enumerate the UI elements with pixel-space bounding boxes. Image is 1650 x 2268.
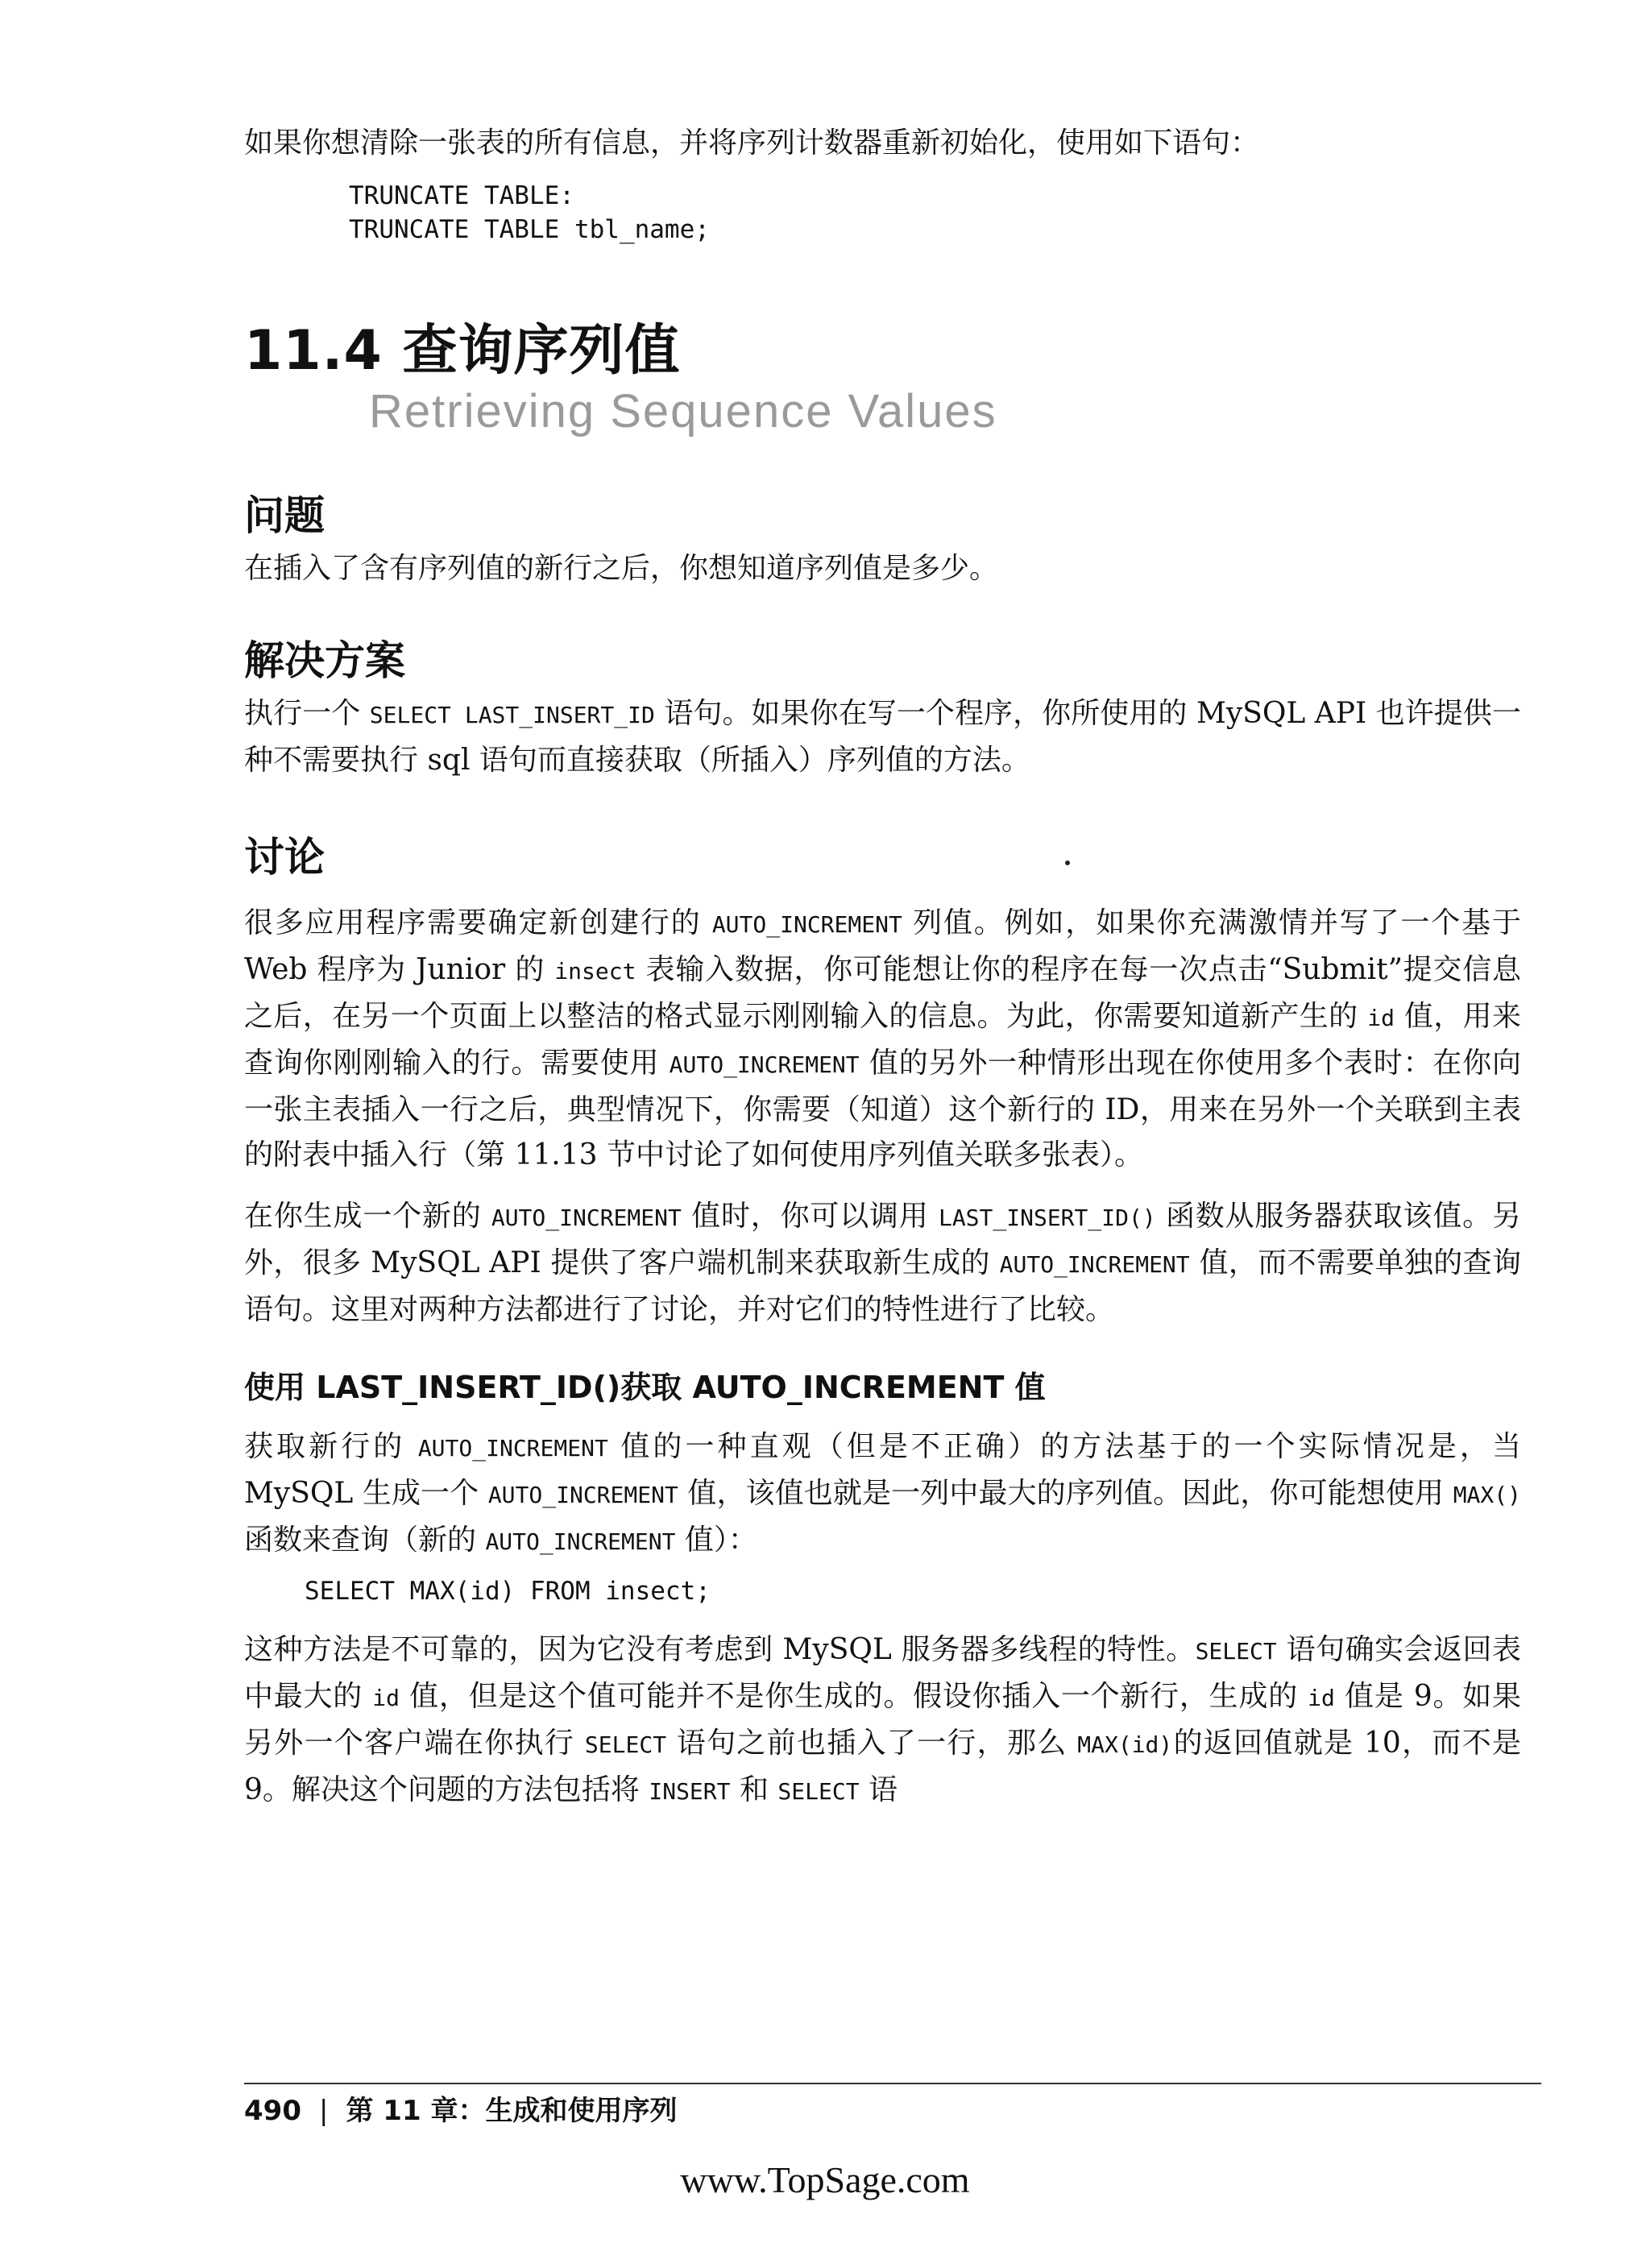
inline-code: AUTO_INCREMENT xyxy=(711,911,902,938)
inline-code: MAX() xyxy=(1453,1482,1521,1508)
solution-section xyxy=(244,635,1521,783)
section-title: 11.4 查询序列值 xyxy=(244,319,681,383)
subsection-paragraph-2: 这种方法是不可靠的，因为它没有考虑到 MySQL 服务器多线程的特性。SELECT 语句确实会返回表中最大的 id 值，但是这个值可能并不是你生成的。假设你插入一个新行，生成的 id 值是 9。如果另外一个客户端在你执行 SELECT 语句之前也插入了一行，那么 MAX(id)的返回值就是 10，而不是 9。解决这个问题的方法包括将 INSERT 和 SELECT 语 xyxy=(244,1633,1521,1806)
section-heading xyxy=(244,319,1521,440)
inline-code: id xyxy=(1367,1005,1395,1031)
truncate-code-block xyxy=(244,179,1521,247)
inline-code: AUTO_INCREMENT xyxy=(669,1051,860,1078)
problem-section xyxy=(244,490,1521,591)
inline-code: id xyxy=(372,1685,400,1711)
inline-code: SELECT xyxy=(584,1731,667,1758)
inline-code: AUTO_INCREMENT xyxy=(417,1435,608,1462)
page-content xyxy=(244,121,1521,1814)
inline-code: insect xyxy=(554,958,636,985)
page-footer xyxy=(244,2093,677,2129)
discussion-paragraph-1: 很多应用程序需要确定新创建行的 AUTO_INCREMENT 列值。例如，如果你充满激情并写了一个基于 Web 程序为 Junior 的 insect 表输入数据，你可能想让你的程序在每一次点击“Submit”提交信息之后，在另一个页面上以整洁的格式显示刚刚输入的信息。为此，你需要知道新产生的 id 值，用来查询你刚刚输入的行。需要使用 AUTO_INCREMENT 值的另外一种情形出现在你使用多个表时：在你向一张主表插入一行之后，典型情况下，你需要（知道）这个新行的 ID，用来在另外一个关联到主表的附表中插入行（第 11.13 节中讨论了如何使用序列值关联多张表）。 xyxy=(244,906,1522,1171)
discussion-paragraph-2: 在你生成一个新的 AUTO_INCREMENT 值时，你可以调用 LAST_INSERT_ID() 函数从服务器获取该值。另外，很多 MySQL API 提供了客户端机制来获取新生成的 AUTO_INCREMENT 值，而不需要单独的查询语句。这里对两种方法都进行了讨论，并对它们的特性进行了比较。 xyxy=(244,1200,1521,1326)
discussion-heading: 讨论 xyxy=(244,834,325,881)
inline-code: SELECT xyxy=(777,1778,860,1805)
code-line: TRUNCATE TABLE tbl_name; xyxy=(349,215,710,244)
subsection-heading: 使用 LAST_INSERT_ID()获取 AUTO_INCREMENT 值 xyxy=(244,1370,1046,1405)
footer-separator: | xyxy=(318,2095,329,2127)
max-id-code: SELECT MAX(id) FROM insect; xyxy=(305,1577,711,1606)
problem-text: 在插入了含有序列值的新行之后，你想知道序列值是多少。 xyxy=(244,552,999,585)
subsection-paragraph-1: 获取新行的 AUTO_INCREMENT 值的一种直观（但是不正确）的方法基于的一个实际情况是，当 MySQL 生成一个 AUTO_INCREMENT 值，该值也就是一列中最大的序列值。因此，你可能想使用 MAX() 函数来查询（新的 AUTO_INCREMENT 值）： xyxy=(244,1430,1521,1557)
scan-speck xyxy=(1065,860,1070,865)
inline-code: AUTO_INCREMENT xyxy=(485,1528,676,1555)
section-subtitle: Retrieving Sequence Values xyxy=(369,385,997,437)
code-line: TRUNCATE TABLE: xyxy=(349,181,574,210)
inline-code: SELECT LAST_INSERT_ID xyxy=(369,702,655,728)
solution-heading: 解决方案 xyxy=(244,637,405,684)
page-number: 490 xyxy=(244,2095,301,2127)
solution-text: 执行一个 SELECT LAST_INSERT_ID 语句。如果你在写一个程序，你所使用的 MySQL API 也许提供一种不需要执行 sql 语句而直接获取（所插入）序列值的方法。 xyxy=(244,697,1521,777)
subsection xyxy=(244,1366,1521,1814)
inline-code: INSERT xyxy=(649,1778,731,1805)
inline-code: AUTO_INCREMENT xyxy=(999,1251,1190,1278)
inline-code: id xyxy=(1308,1685,1335,1711)
footer-rule xyxy=(244,2083,1541,2084)
intro-paragraph: 如果你想清除一张表的所有信息，并将序列计数器重新初始化，使用如下语句： xyxy=(244,126,1260,160)
chapter-title: 第 11 章：生成和使用序列 xyxy=(346,2095,678,2127)
inline-code: AUTO_INCREMENT xyxy=(491,1204,682,1231)
inline-code: AUTO_INCREMENT xyxy=(487,1482,678,1508)
inline-code: LAST_INSERT_ID() xyxy=(938,1204,1156,1231)
problem-heading: 问题 xyxy=(244,492,325,539)
inline-code: SELECT xyxy=(1195,1638,1277,1665)
watermark-url: www.TopSage.com xyxy=(680,2159,970,2200)
inline-code: MAX(id) xyxy=(1077,1731,1173,1758)
discussion-section xyxy=(244,831,1521,1333)
